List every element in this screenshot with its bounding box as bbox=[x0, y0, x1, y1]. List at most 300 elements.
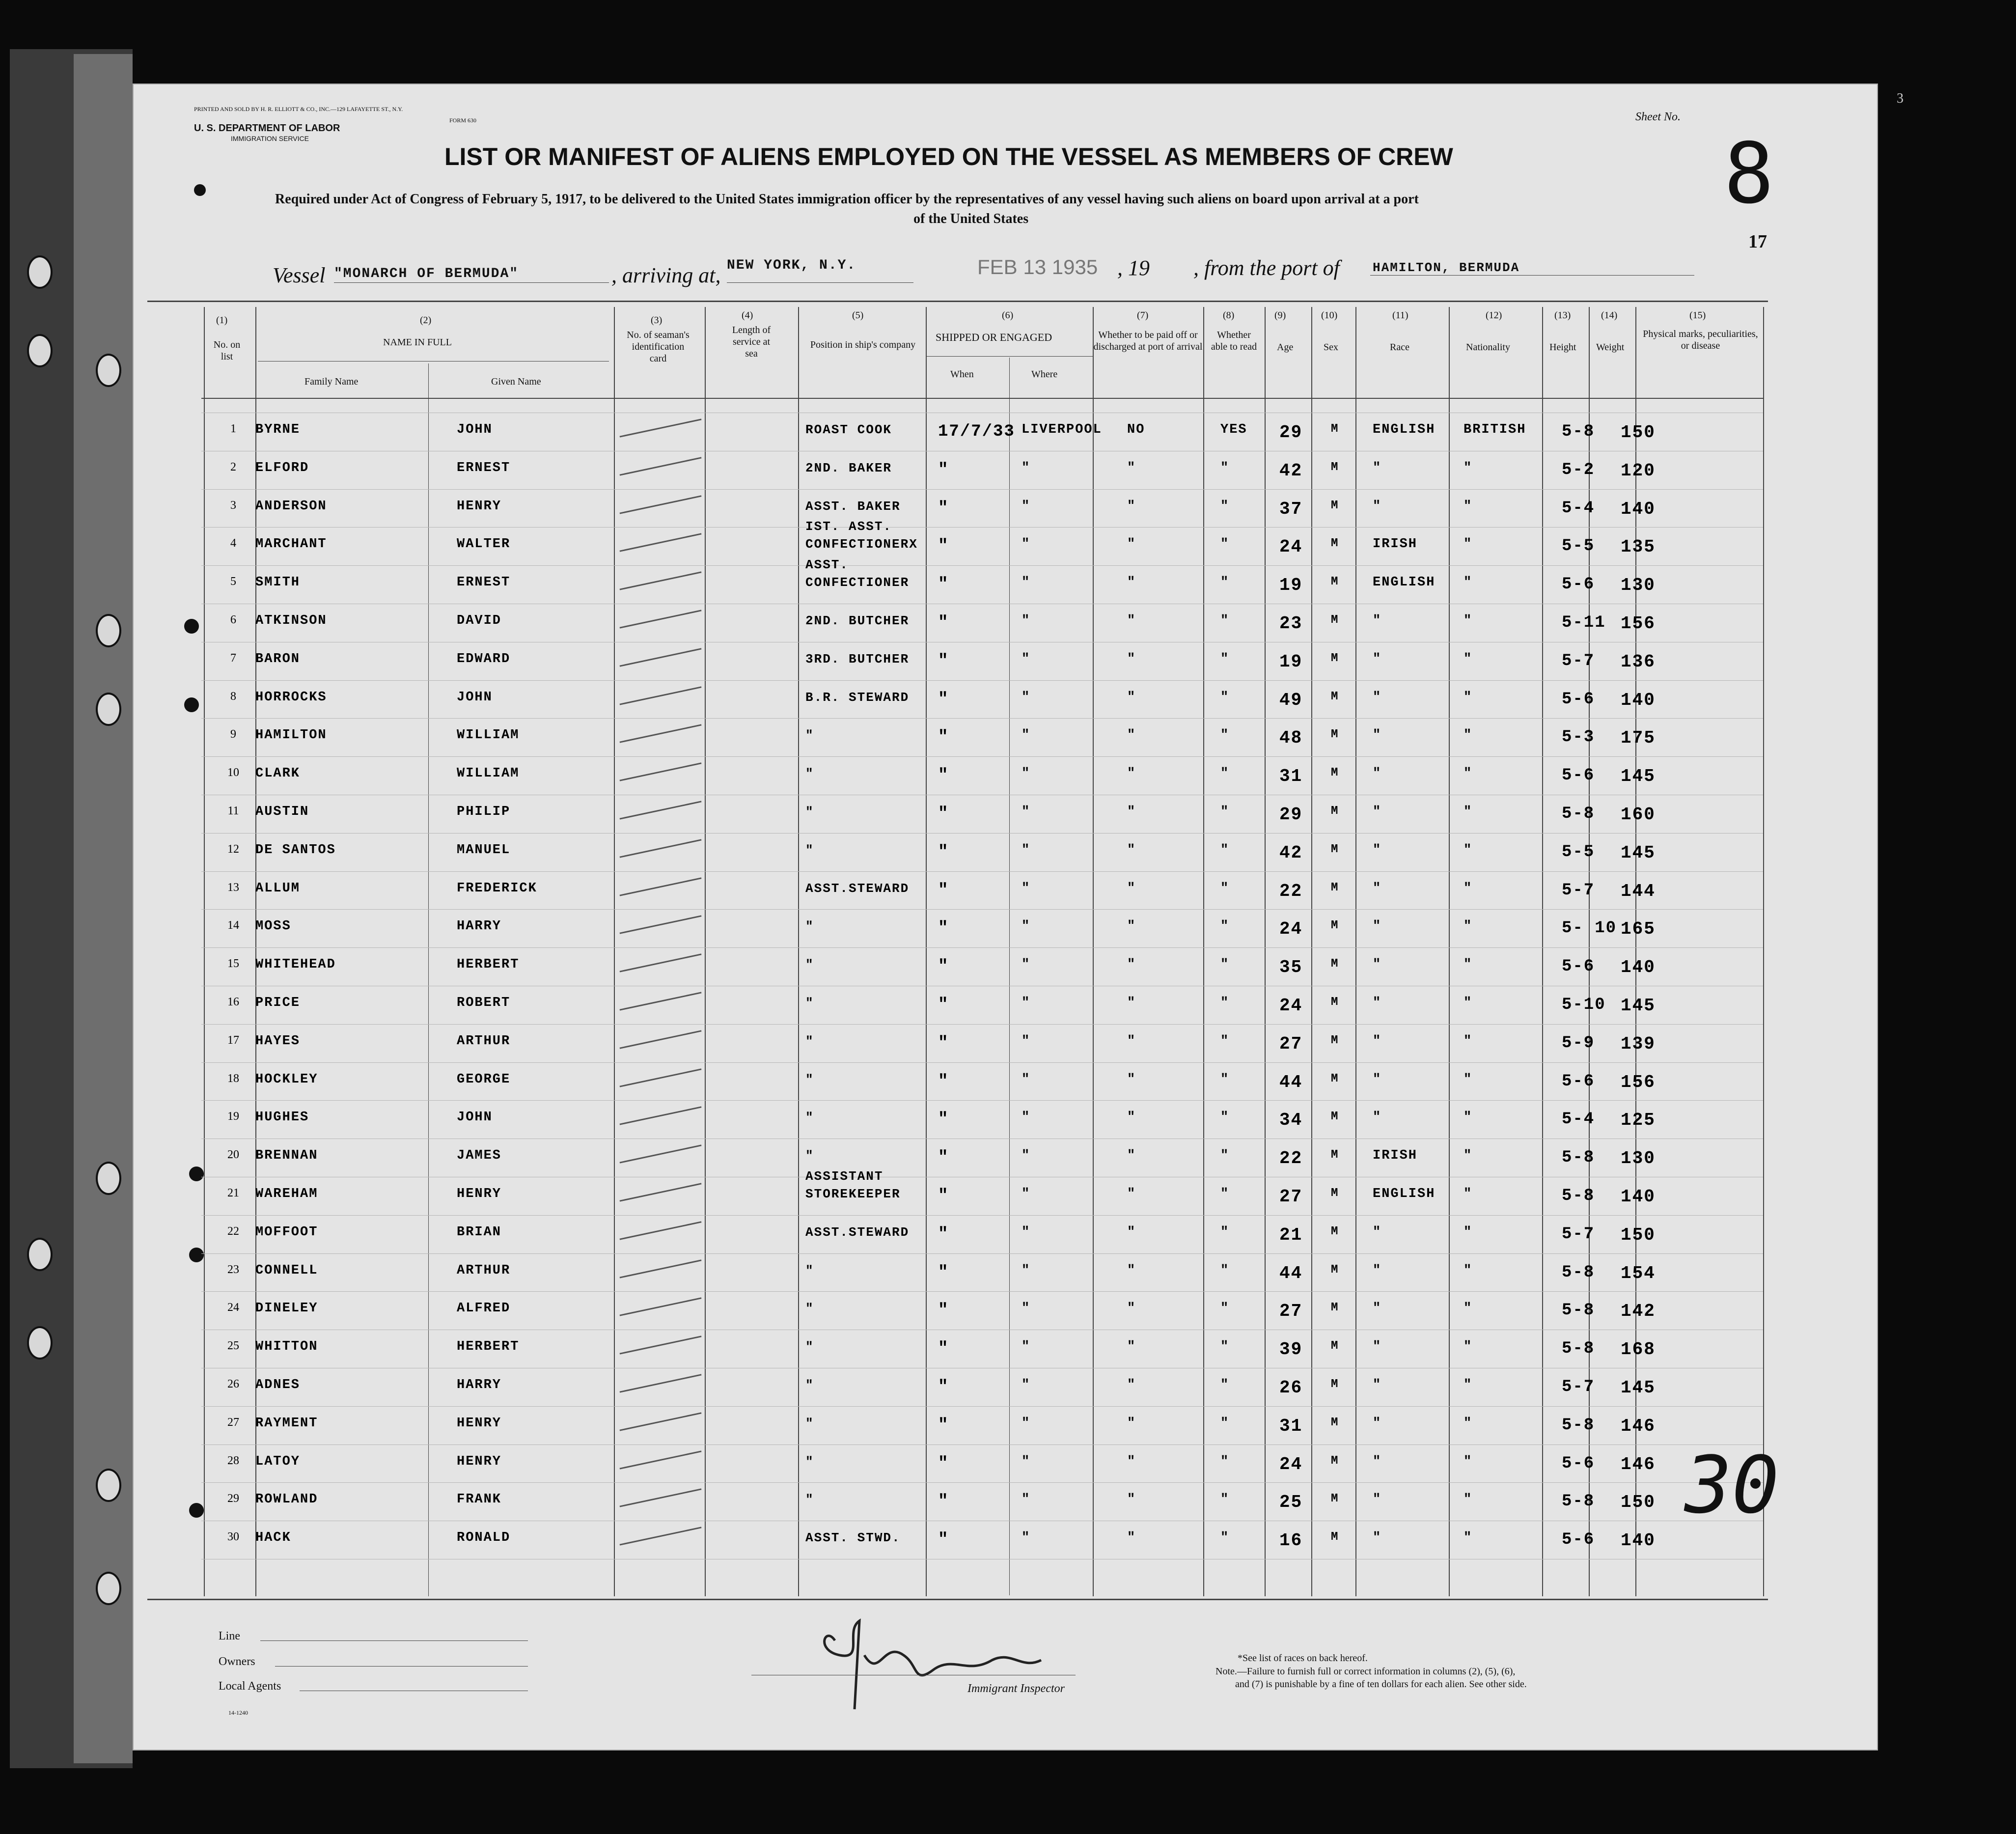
col-8-header: Whether able to read bbox=[1211, 330, 1257, 352]
age: 42 bbox=[1279, 460, 1303, 481]
weight: 150 bbox=[1621, 1224, 1656, 1245]
position: " bbox=[805, 1492, 814, 1507]
col-14-number: (14) bbox=[1601, 310, 1618, 321]
sex: M bbox=[1331, 1301, 1339, 1315]
weight: 136 bbox=[1621, 651, 1656, 672]
age: 48 bbox=[1279, 728, 1303, 749]
sex: M bbox=[1331, 919, 1339, 933]
age: 22 bbox=[1279, 881, 1303, 901]
shipped-where: " bbox=[1022, 1378, 1031, 1392]
footer-line-label: Line bbox=[219, 1630, 240, 1642]
sex: M bbox=[1331, 1072, 1339, 1085]
age: 34 bbox=[1279, 1110, 1303, 1131]
vessel-label: Vessel bbox=[273, 263, 326, 287]
position: 3RD. BUTCHER bbox=[805, 651, 910, 667]
sex: M bbox=[1331, 766, 1339, 780]
sex: M bbox=[1331, 1224, 1339, 1238]
table-row bbox=[0, 728, 2016, 766]
able-to-read: " bbox=[1220, 1110, 1230, 1125]
footer-line-rule bbox=[260, 1640, 528, 1641]
nationality: " bbox=[1464, 996, 1473, 1010]
row-number: 10 bbox=[227, 766, 239, 779]
nationality: " bbox=[1464, 881, 1473, 896]
weight: 130 bbox=[1621, 575, 1656, 596]
sex: M bbox=[1331, 996, 1339, 1009]
row-number: 3 bbox=[230, 499, 236, 512]
given-name: JOHN bbox=[457, 1110, 493, 1125]
height: 5-3 bbox=[1562, 728, 1595, 747]
shipped-when: " bbox=[938, 651, 949, 670]
col-7-number: (7) bbox=[1137, 310, 1149, 321]
position: ASST. BAKER bbox=[805, 499, 901, 514]
given-name: FRANK bbox=[457, 1492, 502, 1507]
nationality: " bbox=[1464, 575, 1473, 590]
weight: 142 bbox=[1621, 1301, 1656, 1322]
punch-hole bbox=[96, 1572, 121, 1605]
position: " bbox=[805, 842, 814, 858]
shipped-where: " bbox=[1022, 1110, 1031, 1125]
weight: 135 bbox=[1621, 537, 1656, 557]
footer-note-3: and (7) is punishable by a fine of ten dollars for each alien. See other side. bbox=[1235, 1679, 1527, 1690]
family-name: MOSS bbox=[255, 919, 291, 934]
given-name: MANUEL bbox=[457, 842, 511, 858]
paid-off: " bbox=[1127, 537, 1136, 552]
race: " bbox=[1373, 728, 1382, 743]
department-name: U. S. DEPARTMENT OF LABOR bbox=[194, 123, 340, 134]
position: " bbox=[805, 1033, 814, 1049]
position: " bbox=[805, 728, 814, 743]
year-label: , 19 bbox=[1117, 256, 1150, 280]
weight: 145 bbox=[1621, 996, 1656, 1016]
table-row bbox=[0, 843, 2016, 881]
family-name: BYRNE bbox=[255, 422, 301, 437]
shipped-where: " bbox=[1022, 499, 1031, 514]
shipped-where: " bbox=[1022, 690, 1031, 705]
port-underline bbox=[1370, 275, 1694, 276]
position: CONFECTIONER bbox=[805, 575, 910, 590]
shipped-where: " bbox=[1022, 1033, 1031, 1049]
shipped-where: " bbox=[1022, 1263, 1031, 1278]
col-13-header: Height bbox=[1549, 342, 1576, 353]
shipped-where: " bbox=[1022, 1224, 1031, 1240]
given-name: ALFRED bbox=[457, 1301, 511, 1316]
shipped-when: " bbox=[938, 1148, 949, 1167]
nationality: " bbox=[1464, 1224, 1473, 1240]
table-row bbox=[0, 1339, 2016, 1378]
col-8-number: (8) bbox=[1223, 310, 1235, 321]
given-name: JOHN bbox=[457, 422, 493, 437]
shipped-where: " bbox=[1022, 575, 1031, 590]
col-6-where-header: Where bbox=[1031, 369, 1058, 380]
arriving-port: NEW YORK, N.Y. bbox=[727, 258, 856, 273]
footer-note-2: Note.—Failure to furnish full or correct information in columns (2), (5), (6), bbox=[1215, 1666, 1516, 1677]
shipped-when: " bbox=[938, 1454, 949, 1473]
given-name: FREDERICK bbox=[457, 881, 537, 896]
race: " bbox=[1373, 460, 1382, 475]
shipped-where: " bbox=[1022, 651, 1031, 667]
able-to-read: " bbox=[1220, 1416, 1230, 1431]
paid-off: " bbox=[1127, 499, 1136, 514]
sex: M bbox=[1331, 422, 1339, 436]
shipped-when: " bbox=[938, 881, 949, 900]
sex: M bbox=[1331, 1148, 1339, 1162]
position: " bbox=[805, 766, 814, 781]
race: " bbox=[1373, 1301, 1382, 1316]
given-name: HENRY bbox=[457, 1454, 502, 1469]
row-number: 7 bbox=[230, 651, 236, 665]
nationality: " bbox=[1464, 1110, 1473, 1125]
table-row bbox=[0, 461, 2016, 499]
able-to-read: " bbox=[1220, 1224, 1230, 1240]
position: " bbox=[805, 919, 814, 934]
race: " bbox=[1373, 1110, 1382, 1125]
sex: M bbox=[1331, 690, 1339, 703]
col-7-header: Whether to be paid off or discharged at port of arrival bbox=[1093, 330, 1203, 352]
table-row bbox=[0, 957, 2016, 996]
sex: M bbox=[1331, 1033, 1339, 1047]
paid-off: " bbox=[1127, 1263, 1136, 1278]
able-to-read: " bbox=[1220, 1301, 1230, 1316]
race: " bbox=[1373, 651, 1382, 667]
service-name: IMMIGRATION SERVICE bbox=[231, 135, 309, 142]
col-10-number: (10) bbox=[1321, 310, 1338, 321]
race: " bbox=[1373, 919, 1382, 934]
nationality: " bbox=[1464, 651, 1473, 667]
able-to-read: " bbox=[1220, 996, 1230, 1010]
sex: M bbox=[1331, 1378, 1339, 1391]
race: " bbox=[1373, 766, 1382, 781]
height: 5-8 bbox=[1562, 1301, 1595, 1320]
height: 5-8 bbox=[1562, 1492, 1595, 1511]
position: ASST.STEWARD bbox=[805, 881, 910, 896]
shipped-when: " bbox=[938, 1492, 949, 1511]
col-5-number: (5) bbox=[852, 310, 864, 321]
table-row bbox=[0, 1072, 2016, 1111]
table-row bbox=[0, 805, 2016, 843]
shipped-where: " bbox=[1022, 1301, 1031, 1316]
paid-off: " bbox=[1127, 1224, 1136, 1240]
age: 27 bbox=[1279, 1187, 1303, 1207]
sex: M bbox=[1331, 1263, 1339, 1277]
position: ASST.STEWARD bbox=[805, 1224, 910, 1240]
able-to-read: " bbox=[1220, 766, 1230, 781]
row-number: 28 bbox=[227, 1454, 239, 1467]
able-to-read: " bbox=[1220, 1492, 1230, 1507]
family-name: BRENNAN bbox=[255, 1148, 318, 1164]
paid-off: " bbox=[1127, 766, 1136, 781]
age: 24 bbox=[1279, 996, 1303, 1016]
weight: 156 bbox=[1621, 613, 1656, 634]
position: " bbox=[805, 1339, 814, 1355]
shipped-when: " bbox=[938, 1187, 949, 1205]
nationality: " bbox=[1464, 842, 1473, 858]
shipped-when: " bbox=[938, 1072, 949, 1091]
table-bottom-border bbox=[147, 1599, 1768, 1600]
age: 42 bbox=[1279, 842, 1303, 863]
col-12-number: (12) bbox=[1486, 310, 1502, 321]
from-port: HAMILTON, BERMUDA bbox=[1373, 260, 1520, 275]
height: 5-8 bbox=[1562, 805, 1595, 823]
family-name: DE SANTOS bbox=[255, 842, 336, 858]
age: 29 bbox=[1279, 805, 1303, 825]
nationality: " bbox=[1464, 537, 1473, 552]
table-row bbox=[0, 652, 2016, 690]
row-number: 16 bbox=[227, 996, 239, 1008]
height: 5-4 bbox=[1562, 1110, 1595, 1129]
height: 5-8 bbox=[1562, 1339, 1595, 1359]
col-2-header: NAME IN FULL bbox=[383, 337, 452, 348]
family-name: AUSTIN bbox=[255, 805, 309, 819]
race: " bbox=[1373, 1378, 1382, 1392]
punch-hole bbox=[27, 255, 53, 289]
sex: M bbox=[1331, 1110, 1339, 1124]
paid-off: " bbox=[1127, 613, 1136, 628]
paid-off: " bbox=[1127, 575, 1136, 590]
position: 2ND. BUTCHER bbox=[805, 613, 910, 628]
sex: M bbox=[1331, 1416, 1339, 1429]
shipped-where: " bbox=[1022, 460, 1031, 475]
row-number: 21 bbox=[227, 1187, 239, 1199]
paid-off: NO bbox=[1127, 422, 1145, 437]
sex: M bbox=[1331, 1454, 1339, 1468]
race: " bbox=[1373, 613, 1382, 628]
corner-number: 3 bbox=[1897, 91, 1904, 106]
nationality: " bbox=[1464, 1263, 1473, 1278]
paid-off: " bbox=[1127, 1416, 1136, 1431]
shipped-when: " bbox=[938, 1301, 949, 1320]
family-name: DINELEY bbox=[255, 1301, 318, 1316]
given-name: EDWARD bbox=[457, 651, 511, 667]
col-3-number: (3) bbox=[651, 315, 663, 326]
table-row bbox=[0, 613, 2016, 652]
weight: 165 bbox=[1621, 919, 1656, 940]
sex: M bbox=[1331, 1187, 1339, 1200]
row-number: 4 bbox=[230, 537, 236, 550]
nationality: " bbox=[1464, 460, 1473, 475]
nationality: " bbox=[1464, 957, 1473, 973]
weight: 150 bbox=[1621, 422, 1656, 443]
table-row bbox=[0, 422, 2016, 461]
row-number: 2 bbox=[230, 460, 236, 473]
row-number: 18 bbox=[227, 1072, 239, 1085]
col-2-family-header: Family Name bbox=[304, 376, 359, 387]
age: 25 bbox=[1279, 1492, 1303, 1513]
age: 19 bbox=[1279, 575, 1303, 596]
race: IRISH bbox=[1373, 1148, 1418, 1164]
position-line-1: ASSISTANT bbox=[805, 1169, 884, 1184]
sex: M bbox=[1331, 499, 1339, 512]
sex: M bbox=[1331, 842, 1339, 856]
given-name: HERBERT bbox=[457, 957, 520, 973]
weight: 146 bbox=[1621, 1454, 1656, 1474]
family-name: PRICE bbox=[255, 996, 301, 1010]
position: " bbox=[805, 1454, 814, 1469]
family-name: ANDERSON bbox=[255, 499, 327, 514]
age: 49 bbox=[1279, 690, 1303, 710]
table-row bbox=[0, 1530, 2016, 1569]
punch-hole bbox=[27, 334, 53, 367]
shipped-when: " bbox=[938, 499, 949, 518]
paid-off: " bbox=[1127, 651, 1136, 667]
paid-off: " bbox=[1127, 919, 1136, 934]
shipped-where: " bbox=[1022, 1492, 1031, 1507]
nationality: " bbox=[1464, 1033, 1473, 1049]
age: 16 bbox=[1279, 1530, 1303, 1551]
shipped-when: " bbox=[938, 460, 949, 479]
paid-off: " bbox=[1127, 1530, 1136, 1546]
age: 31 bbox=[1279, 1416, 1303, 1436]
race: " bbox=[1373, 1033, 1382, 1049]
position: " bbox=[805, 1110, 814, 1125]
handwritten-total: 30 bbox=[1685, 1439, 1779, 1531]
family-name: HUGHES bbox=[255, 1110, 309, 1125]
shipped-when: " bbox=[938, 1378, 949, 1396]
paid-off: " bbox=[1127, 460, 1136, 475]
shipped-when: 17/7/33 bbox=[938, 422, 1015, 441]
given-name: HERBERT bbox=[457, 1339, 520, 1355]
position: " bbox=[805, 1148, 814, 1164]
height: 5-8 bbox=[1562, 422, 1595, 441]
table-top-border bbox=[147, 301, 1768, 302]
weight: 140 bbox=[1621, 1187, 1656, 1207]
nationality: " bbox=[1464, 690, 1473, 705]
sex: M bbox=[1331, 460, 1339, 474]
family-name: SMITH bbox=[255, 575, 301, 590]
nationality: " bbox=[1464, 1492, 1473, 1507]
height: 5-6 bbox=[1562, 766, 1595, 785]
table-row bbox=[0, 919, 2016, 957]
arriving-underline bbox=[727, 282, 913, 283]
col-6-header: SHIPPED OR ENGAGED bbox=[936, 331, 1052, 343]
paid-off: " bbox=[1127, 1339, 1136, 1355]
able-to-read: " bbox=[1220, 957, 1230, 973]
col-13-number: (13) bbox=[1554, 310, 1571, 321]
family-name: BARON bbox=[255, 651, 301, 667]
row-number: 19 bbox=[227, 1110, 239, 1123]
shipped-when: " bbox=[938, 1416, 949, 1435]
shipped-where: " bbox=[1022, 1416, 1031, 1431]
able-to-read: " bbox=[1220, 575, 1230, 590]
footer-owners-label: Owners bbox=[219, 1655, 255, 1668]
weight: 156 bbox=[1621, 1072, 1656, 1092]
paid-off: " bbox=[1127, 1301, 1136, 1316]
able-to-read: " bbox=[1220, 499, 1230, 514]
col-6-number: (6) bbox=[1002, 310, 1014, 321]
race: " bbox=[1373, 805, 1382, 819]
family-name: HAMILTON bbox=[255, 728, 327, 743]
family-name: RAYMENT bbox=[255, 1416, 318, 1431]
row-number: 17 bbox=[227, 1033, 239, 1047]
shipped-where: LIVERPOOL bbox=[1022, 422, 1102, 437]
shipped-where: " bbox=[1022, 957, 1031, 973]
sex: M bbox=[1331, 537, 1339, 551]
col-1-header: No. on list bbox=[213, 339, 241, 362]
age: 39 bbox=[1279, 1339, 1303, 1360]
weight: 144 bbox=[1621, 881, 1656, 901]
subtitle-line-2: of the United States bbox=[913, 211, 1029, 226]
race: " bbox=[1373, 996, 1382, 1010]
age: 44 bbox=[1279, 1263, 1303, 1283]
position: B.R. STEWARD bbox=[805, 690, 910, 705]
paid-off: " bbox=[1127, 690, 1136, 705]
table-row bbox=[0, 557, 2016, 613]
shipped-when: " bbox=[938, 537, 949, 556]
sex: M bbox=[1331, 881, 1339, 894]
footer-agents-label: Local Agents bbox=[219, 1680, 281, 1693]
table-row bbox=[0, 881, 2016, 919]
family-name: ELFORD bbox=[255, 460, 309, 475]
age: 21 bbox=[1279, 1224, 1303, 1245]
height: 5-6 bbox=[1562, 690, 1595, 709]
row-number: 9 bbox=[230, 728, 236, 741]
col-1-number: (1) bbox=[216, 315, 228, 326]
shipped-when: " bbox=[938, 1110, 949, 1129]
race: " bbox=[1373, 1454, 1382, 1469]
able-to-read: " bbox=[1220, 1530, 1230, 1546]
col-12-header: Nationality bbox=[1466, 342, 1510, 353]
race: IRISH bbox=[1373, 537, 1418, 552]
col-15-number: (15) bbox=[1689, 310, 1706, 321]
row-number: 23 bbox=[227, 1263, 239, 1276]
sheet-no-label: Sheet No. bbox=[1635, 111, 1681, 123]
given-name: HENRY bbox=[457, 1187, 502, 1201]
given-name: JAMES bbox=[457, 1148, 502, 1164]
shipped-where: " bbox=[1022, 766, 1031, 781]
given-name: HARRY bbox=[457, 1378, 502, 1392]
weight: 130 bbox=[1621, 1148, 1656, 1169]
col-4-header: Length of service at sea bbox=[732, 325, 771, 359]
able-to-read: " bbox=[1220, 1263, 1230, 1278]
position-line-1: IST. ASST. bbox=[805, 519, 892, 534]
row-number: 30 bbox=[227, 1530, 239, 1544]
table-row bbox=[0, 499, 2016, 537]
shipped-when: " bbox=[938, 1339, 949, 1359]
table-row bbox=[0, 766, 2016, 805]
family-name: ROWLAND bbox=[255, 1492, 318, 1507]
shipped-where: " bbox=[1022, 881, 1031, 896]
subtitle-line-1: Required under Act of Congress of February 5, 1917, to be delivered to the United States immigration officer by the representatives of any vessel having such aliens on board upon arrival at a port bbox=[275, 192, 1419, 207]
paid-off: " bbox=[1127, 1033, 1136, 1049]
col-10-header: Sex bbox=[1324, 342, 1338, 353]
col-5-header: Position in ship's company bbox=[810, 339, 916, 350]
given-name: JOHN bbox=[457, 690, 493, 705]
weight: 154 bbox=[1621, 1263, 1656, 1283]
nationality: BRITISH bbox=[1464, 422, 1526, 437]
row-number: 22 bbox=[227, 1224, 239, 1238]
height: 5-4 bbox=[1562, 499, 1595, 518]
row-number: 24 bbox=[227, 1301, 239, 1314]
position: " bbox=[805, 1301, 814, 1316]
position: " bbox=[805, 996, 814, 1010]
age: 24 bbox=[1279, 537, 1303, 557]
height: 5-5 bbox=[1562, 842, 1595, 861]
given-name: ARTHUR bbox=[457, 1263, 511, 1278]
race: " bbox=[1373, 499, 1382, 514]
form-number: FORM 630 bbox=[449, 117, 477, 124]
able-to-read: " bbox=[1220, 1033, 1230, 1049]
col-11-number: (11) bbox=[1392, 310, 1408, 321]
shipped-where: " bbox=[1022, 996, 1031, 1010]
shipped-where: " bbox=[1022, 919, 1031, 934]
col-2-given-header: Given Name bbox=[491, 376, 541, 387]
paid-off: " bbox=[1127, 881, 1136, 896]
inspector-signature bbox=[805, 1611, 1051, 1724]
sex: M bbox=[1331, 1530, 1339, 1544]
nationality: " bbox=[1464, 1530, 1473, 1546]
shipped-where: " bbox=[1022, 1530, 1031, 1546]
row-number: 26 bbox=[227, 1378, 239, 1390]
age: 35 bbox=[1279, 957, 1303, 978]
